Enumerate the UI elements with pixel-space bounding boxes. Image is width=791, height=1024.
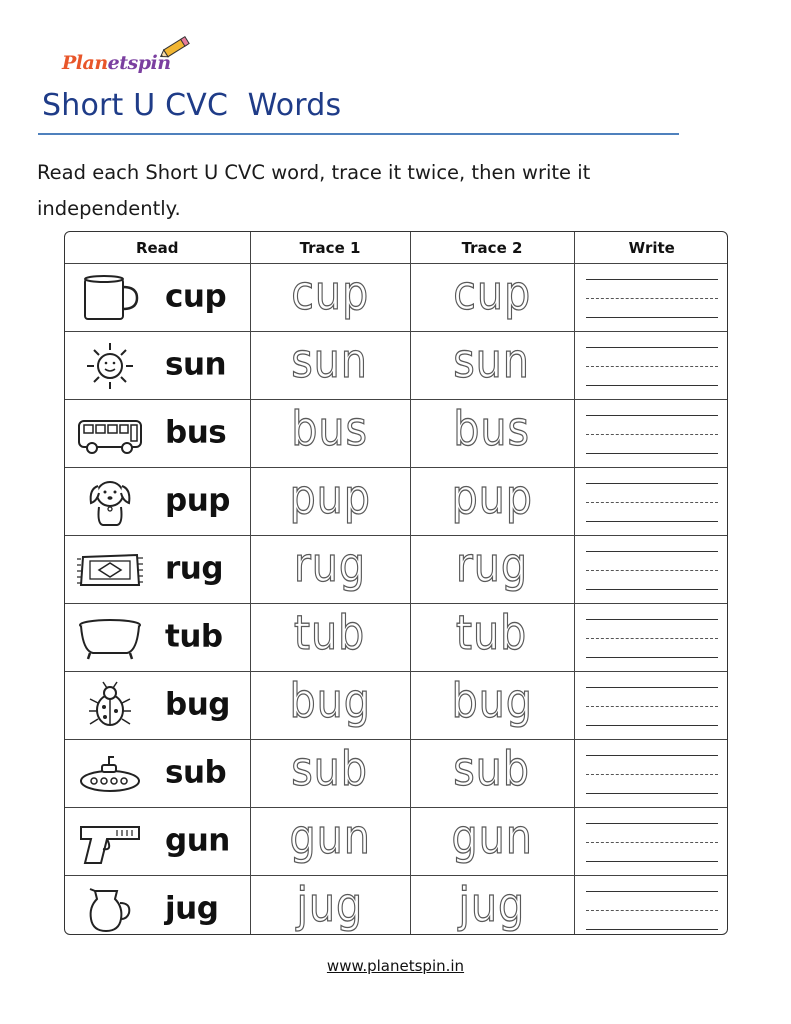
trace-word: bug [289, 674, 371, 729]
column-header-trace-2: Trace 2 [410, 232, 574, 264]
page-title: Short U CVC Words [42, 88, 342, 123]
read-cell [65, 672, 250, 740]
read-cell [65, 468, 250, 536]
rug-icon [77, 545, 143, 595]
trace-2-cell [410, 536, 574, 604]
word-row [65, 468, 728, 536]
word-label: tub [165, 618, 223, 655]
planetspin-logo [60, 34, 200, 84]
column-header-read: Read [65, 232, 250, 264]
trace-word: jug [458, 878, 526, 933]
write-cell[interactable] [574, 604, 728, 672]
trace-1-cell [250, 672, 410, 740]
column-header-write: Write [574, 232, 728, 264]
read-cell [65, 264, 250, 332]
word-label: cup [165, 278, 227, 315]
trace-1-cell [250, 604, 410, 672]
write-cell[interactable] [574, 400, 728, 468]
write-cell[interactable] [574, 808, 728, 876]
tub-icon [77, 613, 143, 663]
trace-word: rug [293, 538, 367, 593]
submarine-icon [77, 749, 143, 799]
puppy-icon [77, 477, 143, 527]
trace-1-cell [250, 332, 410, 400]
logo-wordmark-part2: etspin [107, 52, 171, 74]
write-cell[interactable] [574, 468, 728, 536]
trace-word: sub [291, 742, 369, 797]
trace-2-cell [410, 740, 574, 808]
title-underline [38, 133, 679, 135]
write-cell[interactable] [574, 264, 728, 332]
word-label: rug [165, 550, 224, 587]
word-label: jug [165, 890, 219, 927]
read-cell [65, 740, 250, 808]
instructions-text: Read each Short U CVC word, trace it twice, then write it independently. [37, 161, 591, 220]
word-row [65, 808, 728, 876]
trace-2-cell [410, 468, 574, 536]
read-cell [65, 876, 250, 936]
word-label: bug [165, 686, 230, 723]
column-header-trace-1: Trace 1 [250, 232, 410, 264]
trace-1-cell [250, 876, 410, 936]
trace-word: tub [294, 606, 366, 661]
trace-word: sun [453, 334, 531, 389]
trace-1-cell [250, 536, 410, 604]
word-row [65, 876, 728, 936]
word-row [65, 400, 728, 468]
word-label: bus [165, 414, 227, 451]
write-cell[interactable] [574, 740, 728, 808]
read-cell [65, 604, 250, 672]
write-cell[interactable] [574, 876, 728, 936]
word-label: pup [165, 482, 230, 519]
trace-2-cell [410, 264, 574, 332]
trace-word: pup [289, 470, 371, 525]
word-row [65, 264, 728, 332]
trace-1-cell [250, 808, 410, 876]
trace-word: bug [451, 674, 533, 729]
word-row [65, 332, 728, 400]
word-row [65, 604, 728, 672]
trace-word: cup [291, 266, 369, 321]
trace-word: jug [296, 878, 364, 933]
trace-word: gun [451, 810, 533, 865]
word-row [65, 740, 728, 808]
trace-2-cell [410, 808, 574, 876]
trace-word: sun [291, 334, 369, 389]
write-cell[interactable] [574, 536, 728, 604]
trace-word: tub [456, 606, 528, 661]
logo-wordmark [62, 52, 171, 74]
write-cell[interactable] [574, 332, 728, 400]
sun-icon [77, 341, 143, 391]
bug-icon [77, 681, 143, 731]
trace-word: bus [453, 402, 531, 457]
word-label: sub [165, 754, 227, 791]
footer [0, 957, 791, 975]
trace-word: bus [291, 402, 369, 457]
trace-2-cell [410, 672, 574, 740]
bus-icon [77, 409, 143, 459]
read-cell [65, 808, 250, 876]
trace-1-cell [250, 400, 410, 468]
word-label: gun [165, 822, 230, 859]
trace-2-cell [410, 876, 574, 936]
trace-1-cell [250, 468, 410, 536]
word-row [65, 536, 728, 604]
trace-word: rug [455, 538, 529, 593]
read-cell [65, 536, 250, 604]
footer-website-link[interactable]: www.planetspin.in [326, 957, 465, 975]
cup-icon [77, 273, 143, 323]
trace-word: cup [453, 266, 531, 321]
jug-icon [77, 885, 143, 935]
read-cell [65, 400, 250, 468]
worksheet-table [64, 231, 728, 935]
word-row [65, 672, 728, 740]
trace-2-cell [410, 400, 574, 468]
logo-wordmark-part1: Plan [62, 52, 108, 74]
trace-word: sub [453, 742, 531, 797]
trace-2-cell [410, 604, 574, 672]
trace-word: pup [451, 470, 533, 525]
trace-2-cell [410, 332, 574, 400]
trace-word: gun [289, 810, 371, 865]
write-cell[interactable] [574, 672, 728, 740]
read-cell [65, 332, 250, 400]
trace-1-cell [250, 264, 410, 332]
word-label: sun [165, 346, 227, 383]
gun-icon [77, 817, 143, 867]
trace-1-cell [250, 740, 410, 808]
